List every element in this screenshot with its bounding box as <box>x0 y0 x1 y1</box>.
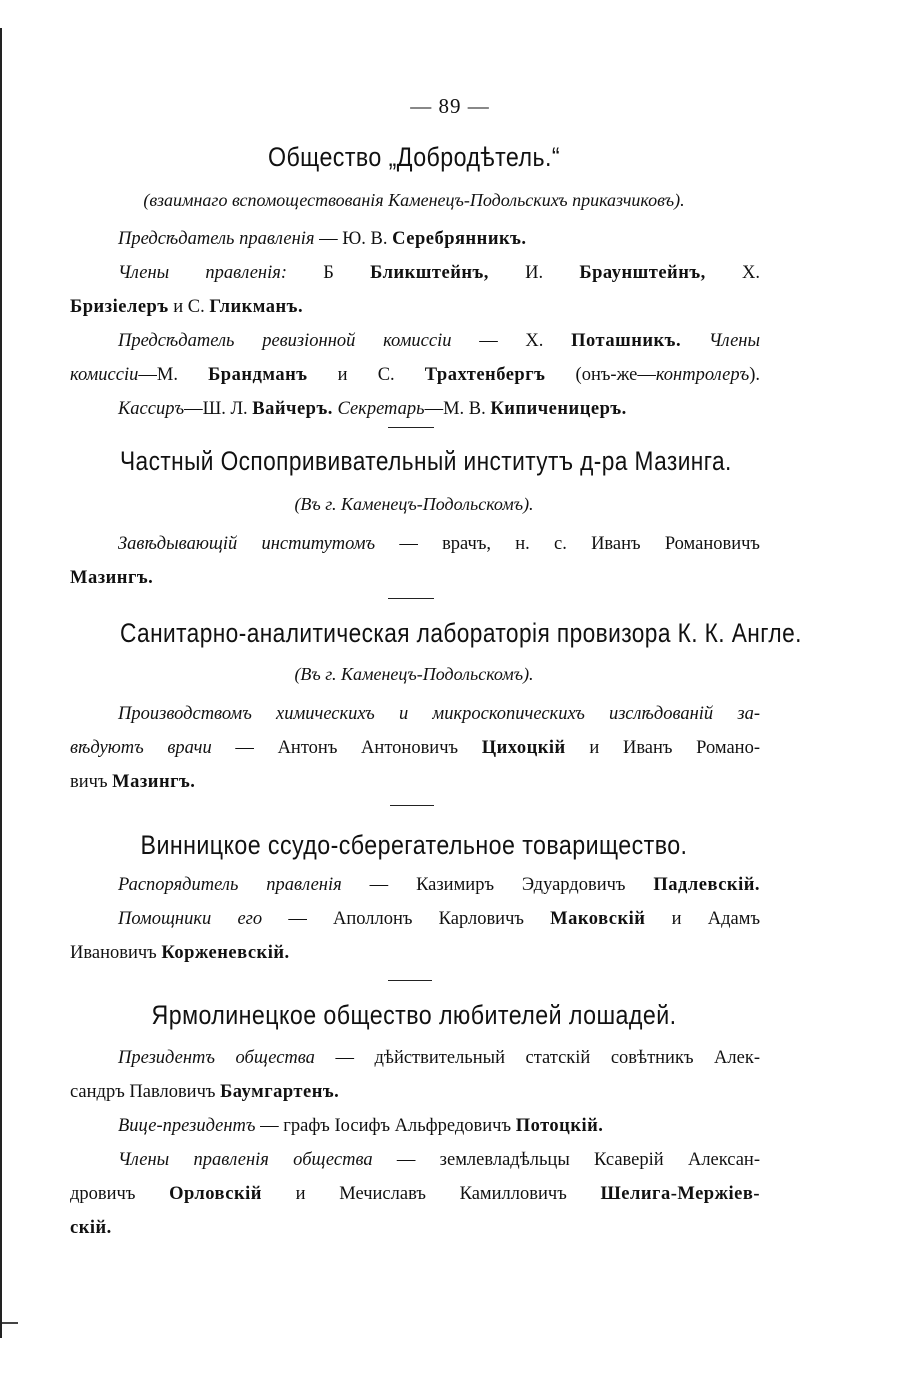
text-run: — Казимиръ Эдуардовичъ <box>341 875 654 895</box>
text-run: Х. <box>705 263 760 283</box>
person-name: Трахтенбергъ <box>424 365 546 385</box>
text-run: И. <box>488 263 580 283</box>
text-line <box>70 1211 760 1245</box>
text-run: и С. <box>307 365 425 385</box>
role-label: комиссіи <box>70 365 139 385</box>
section-subtitle-dobrodetel: (взаимнаго вспомоществованія Каменецъ-Подольскихъ приказчиковъ). <box>143 190 685 210</box>
text-line <box>70 1075 760 1109</box>
section-body-anglé-laboratory <box>70 697 760 799</box>
page-edge-line <box>0 28 2 1338</box>
section-body-dobrodetel <box>70 222 760 426</box>
section-divider <box>388 980 432 981</box>
text-line <box>70 222 760 256</box>
role-label: вѣдуютъ врачи <box>70 738 212 758</box>
page-number: — 89 — <box>410 94 490 118</box>
person-name: Брандманъ <box>208 365 308 385</box>
role-label: Производствомъ химическихъ и микроскопическихъ изслѣдованій за- <box>118 704 760 724</box>
person-name: Бризіелеръ <box>70 297 169 317</box>
person-name: Баумгартенъ. <box>220 1082 340 1102</box>
text-run: и Адамъ <box>645 909 761 929</box>
role-label: Кассиръ <box>118 399 185 419</box>
text-line <box>70 936 760 970</box>
text-run: вичъ <box>70 772 113 792</box>
section-body-yarmolintsy-horse-society <box>70 1041 760 1245</box>
section-title-vinnitsa-savings: Винницкое ссудо-сберегательное товарищество. <box>140 830 688 860</box>
person-name: Потоцкій. <box>515 1116 604 1136</box>
role-label: Предсѣдатель ревизіонной комиссіи <box>118 331 452 351</box>
section-title-yarmolintsy-horse-society: Ярмолинецкое общество любителей лошадей. <box>151 1000 677 1030</box>
section-title-mazing-institute: Частный Оспопрививательный институтъ д-ра Мазинга. <box>120 446 732 476</box>
text-run: (онъ-же— <box>545 365 656 385</box>
person-name: Браунштейнъ, <box>579 263 706 283</box>
text-run: и Иванъ Романо- <box>565 738 760 758</box>
text-run: Б <box>287 263 371 283</box>
section-divider <box>388 598 434 599</box>
role-label: Члены правленія общества <box>118 1150 373 1170</box>
section-body-mazing-institute <box>70 527 760 595</box>
person-name: Серебрянникъ. <box>392 229 527 249</box>
text-run: сандръ Павловичъ <box>70 1082 221 1102</box>
section-divider <box>388 427 434 428</box>
section-subtitle-mazing-institute: (Въ г. Каменецъ-Подольскомъ). <box>294 494 534 514</box>
section-title-dobrodetel: Общество „Добродѣтель.“ <box>267 142 561 172</box>
text-run: ). <box>749 365 760 385</box>
section-title-anglé-laboratory: Санитарно-аналитическая лабораторія провизора К. К. Англе. <box>120 618 802 648</box>
person-name: Вайчеръ. <box>252 399 333 419</box>
text-run: — Ю. В. <box>314 229 393 249</box>
person-name: Маковскій <box>550 909 646 929</box>
person-name: Поташникъ. <box>571 331 682 351</box>
text-line <box>70 290 760 324</box>
person-name: Бликштейнъ, <box>370 263 489 283</box>
text-run: дровичъ <box>70 1184 170 1204</box>
text-line <box>70 561 760 595</box>
text-line <box>70 731 760 765</box>
section-body-vinnitsa-savings <box>70 868 760 970</box>
role-label: Члены <box>708 331 761 351</box>
text-run: — Аполлонъ Карловичъ <box>262 909 551 929</box>
text-run: — графъ Іосифъ Альфредовичъ <box>255 1116 516 1136</box>
text-line <box>70 1177 760 1211</box>
text-line <box>70 765 760 799</box>
text-run: Ивановичъ <box>70 943 162 963</box>
person-name: Мазингъ. <box>70 568 154 588</box>
text-run: и С. <box>168 297 210 317</box>
text-line <box>70 697 760 731</box>
role-label: Помощники его <box>118 909 263 929</box>
role-label: Президентъ общества <box>118 1048 315 1068</box>
role-label: контролеръ <box>655 365 750 385</box>
text-line <box>70 902 760 936</box>
text-line <box>70 256 760 290</box>
role-label: Члены правленія: <box>118 263 288 283</box>
text-line <box>70 1143 760 1177</box>
text-line <box>70 358 760 392</box>
text-line <box>70 324 760 358</box>
text-line <box>70 868 760 902</box>
text-run: и Мечиславъ Камилловичъ <box>261 1184 601 1204</box>
person-name: Шелига-Мержiев- <box>600 1184 760 1204</box>
section-subtitle-anglé-laboratory: (Въ г. Каменецъ-Подольскомъ). <box>294 664 534 684</box>
person-name: Гликманъ. <box>209 297 304 317</box>
text-line <box>70 527 760 561</box>
text-line <box>70 1041 760 1075</box>
person-name: скій. <box>70 1218 112 1238</box>
person-name: Корженевскій. <box>161 943 290 963</box>
role-label: Предсѣдатель правленія <box>118 229 315 249</box>
text-run: —Ш. Л. <box>184 399 253 419</box>
role-label: Завѣдывающій институтомъ <box>118 534 376 554</box>
text-line <box>70 1109 760 1143</box>
person-name: Мазингъ. <box>112 772 196 792</box>
person-name: Орловскій <box>169 1184 262 1204</box>
person-name: Кипиченицеръ. <box>490 399 627 419</box>
role-label: Распорядитель правленія <box>118 875 342 895</box>
text-run: — Х. <box>451 331 572 351</box>
text-run: —М. <box>138 365 209 385</box>
role-label: Секретарь <box>337 399 425 419</box>
text-run: — дѣйствительный статскій совѣтникъ Алек- <box>314 1048 760 1068</box>
section-divider <box>390 805 434 806</box>
text-run: — Антонъ Антоновичъ <box>211 738 482 758</box>
text-run: — врачъ, н. с. Иванъ Романовичъ <box>375 534 760 554</box>
page-edge-mark <box>2 1322 18 1324</box>
role-label: Вице-президентъ <box>118 1116 256 1136</box>
text-run: — землевладѣльцы Ксаверій Алексан- <box>372 1150 760 1170</box>
person-name: Цихоцкій <box>481 738 566 758</box>
text-run: —М. В. <box>424 399 491 419</box>
text-line <box>70 392 760 426</box>
person-name: Падлевскій. <box>653 875 761 895</box>
